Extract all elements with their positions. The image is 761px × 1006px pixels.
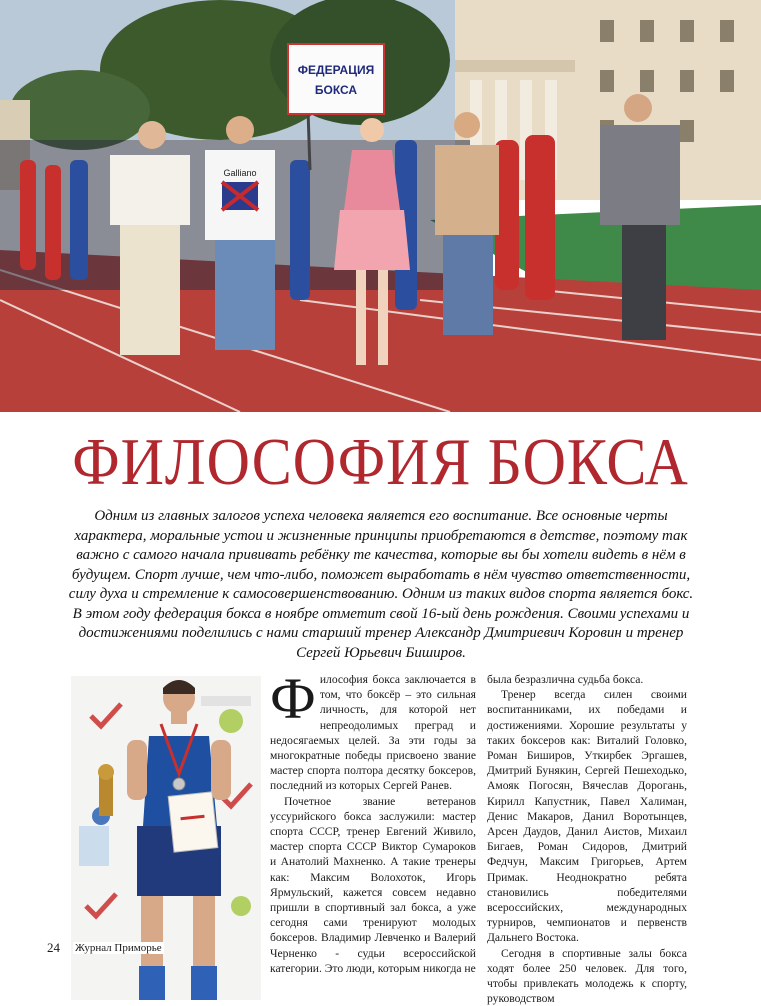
parade-illustration	[0, 0, 761, 412]
banner-line1: ФЕДЕРАЦИЯ	[297, 63, 375, 77]
shirt-text: Galliano	[223, 168, 257, 178]
drop-cap: Ф	[270, 666, 316, 731]
paragraph	[270, 666, 476, 794]
paragraph: Почетное звание ветеранов уссурийского бокса заслужили: мастер спорта СССР, тренер Евгений Живило, мастер спорта СССР Виктор Сумароков и Анатолий Махненко. А такие тренеры как: Максим Волохоток, Игорь Ярмульский, кажется совсем недавно пришли в спортивный зал бокса, а уже сегодня сами тренируют молодых боксеров. Владимир Левченко и Валерий Черненко - судьи всероссийской категории. Это люди, которым никогда не	[270, 794, 476, 975]
body-column-1	[270, 666, 476, 976]
body-column-2	[487, 672, 687, 1006]
paragraph: была безразлична судьба бокса.	[487, 673, 644, 686]
article-title: ФИЛОСОФИЯ БОКСА	[72, 424, 689, 499]
paragraph: Сегодня в спортивные залы бокса ходят более 250 человек. Для того, чтобы привлекать молодежь к спорту, руководством	[487, 946, 687, 1006]
article-lead: Одним из главных залогов успеха человека является его воспитание. Все основные черты характера, моральные устои и жизненные принципы приобретаются в детстве, поэтому так важно с самого начала прививать ребёнку те качества, которые вы бы хотели видеть в нём в будущем. Спорт лучше, чем что-либо, поможет выработать в нём чувство ответственности, силу духа и стремление к самосовершенствованию. Одним из таких видов спорта является бокс. В этом году федерация бокса в ноябре отметит свой 16-ый день рождения. Своими успехами и достижениями поделились с нами старший тренер Александр Дмитриевич Коровин и тренер Сергей Юрьевич Биширов.	[68, 508, 694, 661]
hero-photo	[0, 0, 761, 412]
paragraph: Тренер всегда силен своими воспитанниками, их победами и достижениями. Хорошие результаты у таких боксеров как: Виталий Головко, Роман Биширов, Уткирбек Эргашев, Дмитрий Бунякин, Сергей Пешеходько, Амояк Погосян, Вячеслав Дорогань, Кирилл Капустник, Павел Халиман, Денис Макаров, Данил Воротынцев, Арсен Даудов, Данил Аистов, Михаил Бигаев, Роман Сидоров, Дмитрий Федчун, Максим Григорьев, Артем Примак. Неоднократно ребята становились победителями всероссийских, международных турниров, чемпионатов и первенств Дальнего Востока.	[487, 688, 687, 945]
journal-name: Журнал Приморье	[75, 942, 162, 954]
page-number: 24	[47, 940, 60, 955]
banner-line2: БОКСА	[314, 83, 358, 97]
paragraph-text: илософия бокса заключается в том, что боксёр – это сильная личность, для которой нет непреодолимых преград и недосягаемых целей. За эти годы за многократные победы присвоено звание мастер спорта полтора десятку боксеров, последний из которых Сергей Ранев.	[270, 673, 476, 793]
